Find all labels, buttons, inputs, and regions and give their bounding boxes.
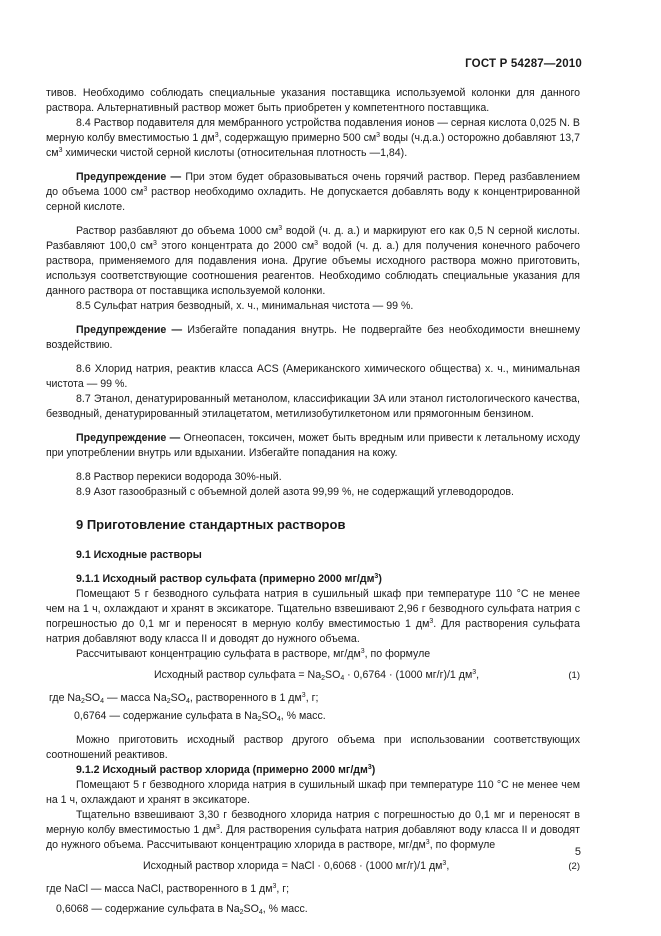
formula-1 <box>46 668 580 683</box>
warning-3: Предупреждение — Огнеопасен, токсичен, может быть вредным или привести к летальному исходу при употреблении внутрь или вдыхании. Избегайте попадания на кожу. <box>46 432 580 459</box>
document-body <box>46 86 580 917</box>
paragraph-chloride-prep: Помещают 5 г безводного хлорида натрия в сушильный шкаф при температуре 110 °С не менее чем на 1 ч, охлаждают и хранят в эксикаторе. <box>46 779 580 806</box>
section-9-1-2-heading: 9.1.2 Исходный раствор хлорида (примерно 2000 $мг/дм^3$) <box>76 764 376 776</box>
paragraph-dilution: Раствор разбавляют до объема 1000 $см^3$ водой (ч. д. а.) и маркируют его как 0,5 N серной кислоты. Разбавляют 100,0 $см^3$ этого концентрата до 2000 $см^3$ водой (ч. д. а.) для получения конечного рабочего раствора, применяемого для подавления иона. Другие объемы исходного раствора можно приготовить, используя соответствующие соотношения реагентов. Необходимо соблюдать специальные указания для данного раствора от поставщика используемой колонки. <box>46 225 580 297</box>
formula-2-expression: Исходный раствор хлорида = NaCl · 0,6068 · (1000 мг/г)/1 $дм^3$, <box>143 860 450 872</box>
formula-1-expression: Исходный раствор сульфата = $Na_2SO_4 \cdot 0,6764 \cdot (1000$ мг/г)/1 $дм^3$, <box>154 669 480 682</box>
formula-2-definition-mass: где NaCl — масса NaCl, растворенного в 1 $дм^3$, г; <box>46 883 290 895</box>
document-header: ГОСТ Р 54287—2010 <box>465 58 582 70</box>
section-9-heading: 9 Приготовление стандартных растворов <box>76 517 346 532</box>
section-9-1-heading: 9.1 Исходные растворы <box>76 549 202 561</box>
formula-2-number: (2) <box>568 861 580 872</box>
warning-1: Предупреждение — При этом будет образовываться очень горячий раствор. Перед разбавлением до объема 1000 $см^3$ раствор необходимо охладить. Не допускается добавлять воду к концентрированной серной кислоте. <box>46 171 581 213</box>
page-number: 5 <box>574 846 581 858</box>
paragraph-8-7: 8.7 Этанол, денатурированный метанолом, классификации 3A или этанол гистологического качества, безводный, денатурированный этилацетатом, метилизобутилкетоном или прямогонным бензином. <box>46 393 580 420</box>
paragraph-chloride-weigh: Тщательно взвешивают 3,30 г безводного хлорида натрия с погрешностью до 0,1 мг и переносят в мерную колбу вместимостью 1 $дм^3$. Для растворения сульфата натрия добавляют воду класса II и доводят до нужного объема. Рассчитывают концентрацию хлорида в растворе, $мг/дм^3$, по формуле <box>46 809 580 851</box>
warning-2: Предупреждение — Избегайте попадания внутрь. Не подвергайте без необходимости внешнему воздействию. <box>46 324 580 351</box>
paragraph-8-6: 8.6 Хлорид натрия, реактив класса ACS (Американского химического общества) х. ч., минимальная чистота — 99 %. <box>46 363 580 390</box>
paragraph-8-8: 8.8 Раствор перекиси водорода 30%-ный. <box>76 471 282 483</box>
paragraph-8-4: 8.4 Раствор подавителя для мембранного устройства подавления ионов — серная кислота 0,025 N. В мерную колбу вместимостью 1 $дм^3$, содержащую примерно 500 $см^3$ воды (ч.д.а.) осторожно добавляют 13,7 $см^3$ химически чистой серной кислоты (относительная плотность —1,84). <box>46 117 580 159</box>
formula-1-definition-mass: где $Na_2SO_4$ — масса $Na_2SO_4$, растворенного в 1 $дм^3$, г; <box>49 692 319 705</box>
formula-2-definition-coefficient: 0,6068 — содержание сульфата в $Na_2SO_4$, % масс. <box>56 903 308 916</box>
formula-1-number: (1) <box>568 670 580 681</box>
paragraph-sulfate-calc: Рассчитывают концентрацию сульфата в растворе, $мг/дм^3$, по формуле <box>76 648 431 660</box>
section-9-1-1-heading: 9.1.1 Исходный раствор сульфата (примерно 2000 $мг/дм^3$) <box>76 573 382 585</box>
formula-2 <box>46 859 580 874</box>
paragraph-continuation: тивов. Необходимо соблюдать специальные указания поставщика используемой колонки для данного раствора. Альтернативный раствор может быть приобретен у компетентного поставщика. <box>46 87 580 114</box>
paragraph-sulfate-prep: Помещают 5 г безводного сульфата натрия в сушильный шкаф при температуре 110 °С не менее чем на 1 ч, охлаждают и хранят в эксикаторе. Тщательно взвешивают 2,96 г безводного сульфата натрия с погрешностью до 0,1 мг и переносят в мерную колбу вместимостью 1 $дм^3$. Для растворения сульфата натрия добавляют воду класса II и доводят до нужного объема. <box>46 588 580 645</box>
paragraph-8-5: 8.5 Сульфат натрия безводный, х. ч., минимальная чистота — 99 %. <box>76 300 414 312</box>
paragraph-8-9: 8.9 Азот газообразный с объемной долей азота 99,99 %, не содержащий углеводородов. <box>76 486 514 498</box>
formula-1-definition-coefficient: 0,6764 — содержание сульфата в $Na_2SO_4$, % масс. <box>74 710 326 723</box>
paragraph-other-volume: Можно приготовить исходный раствор другого объема при использовании соответствующих соотношений реактивов. <box>46 734 580 761</box>
